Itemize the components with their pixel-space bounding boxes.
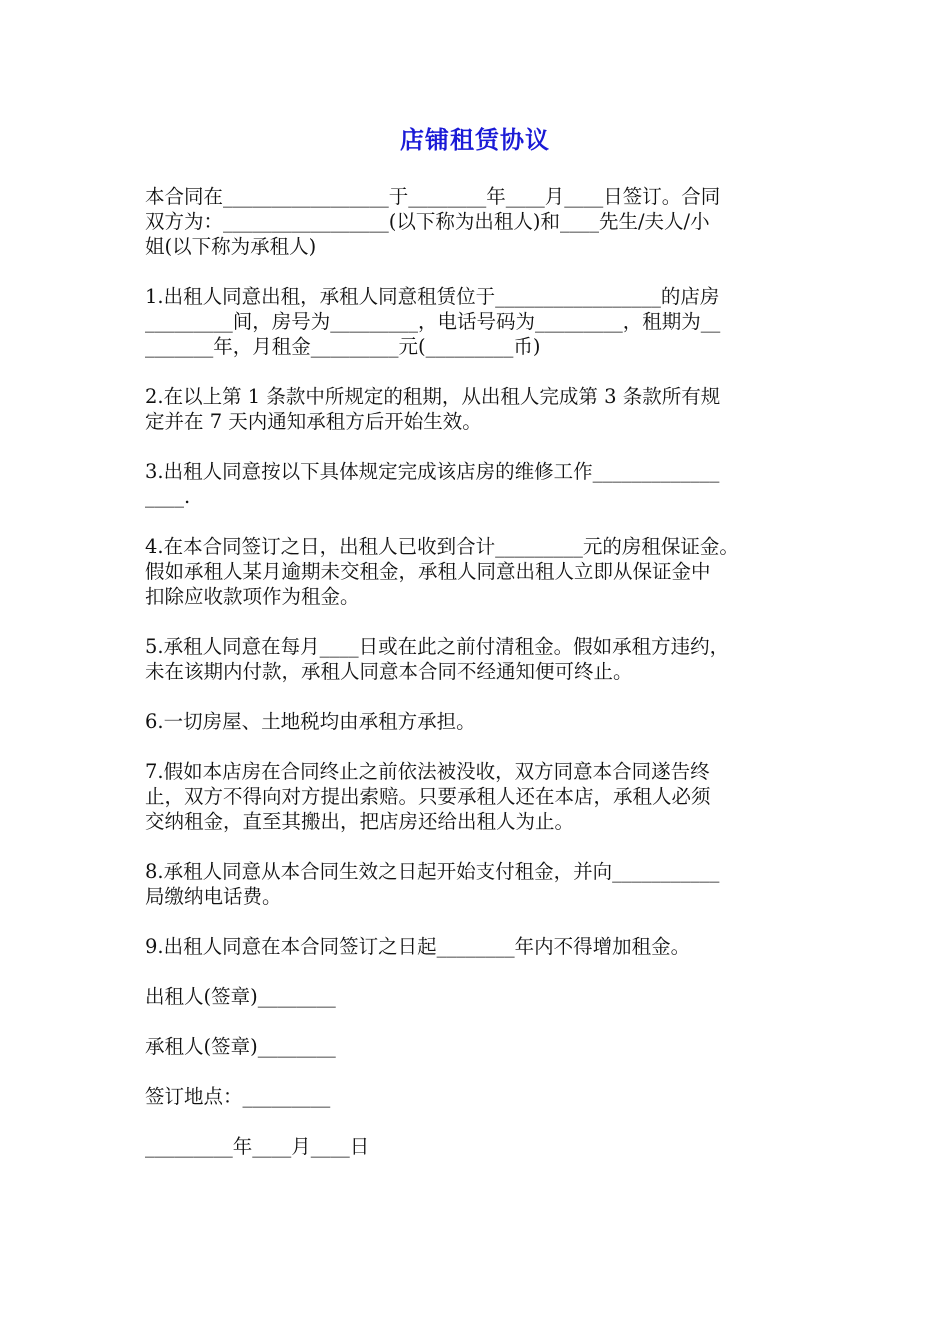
paragraph-line: 1.出租人同意出租，承租人同意租赁位于_________________的店房 (145, 285, 720, 308)
paragraph-line: ____. (145, 485, 191, 508)
paragraph (145, 1084, 815, 1109)
paragraph (145, 1134, 815, 1159)
paragraph-spacer (145, 609, 815, 634)
paragraph-line: 4.在本合同签订之日，出租人已收到合计_________元的房租保证金。 (145, 535, 739, 558)
paragraph-spacer (145, 434, 815, 459)
paragraph-line: 8.承租人同意从本合同生效之日起开始支付租金，并向___________ (145, 860, 720, 883)
paragraph-line: _______年，月租金_________元(_________币) (145, 335, 541, 358)
paragraph (145, 284, 815, 359)
paragraph-line: 本合同在_________________于________年____月____日签订。合同 (145, 185, 721, 208)
paragraph-spacer (145, 734, 815, 759)
paragraph-line: 扣除应收款项作为租金。 (145, 585, 360, 608)
paragraph (145, 534, 815, 609)
paragraph-line: 止，双方不得向对方提出索赔。只要承租人还在本店，承租人必须 (145, 785, 711, 808)
paragraph-line: 假如承租人某月逾期未交租金，承租人同意出租人立即从保证金中 (145, 560, 711, 583)
document-body (145, 184, 815, 1159)
paragraph-spacer (145, 1059, 815, 1084)
paragraph-line: 5.承租人同意在每月____日或在此之前付清租金。假如承租方违约， (145, 635, 730, 658)
paragraph-spacer (145, 1009, 815, 1034)
paragraph-line: 定并在 7 天内通知承租方后开始生效。 (145, 410, 482, 433)
paragraph-line: _________间，房号为_________，电话号码为_________，租期为__ (145, 310, 721, 333)
paragraph (145, 984, 815, 1009)
paragraph-line: 2.在以上第 1 条款中所规定的租期，从出租人完成第 3 条款所有规 (145, 385, 721, 408)
paragraph-line: _________年____月____日 (145, 1135, 370, 1158)
paragraph-line: 6.一切房屋、土地税均由承租方承担。 (145, 710, 476, 733)
paragraph-spacer (145, 959, 815, 984)
paragraph-spacer (145, 1109, 815, 1134)
paragraph-spacer (145, 359, 815, 384)
paragraph (145, 759, 815, 834)
paragraph-spacer (145, 259, 815, 284)
paragraph-line: 承租人(签章)________ (145, 1035, 336, 1058)
paragraph-line: 未在该期内付款，承租人同意本合同不经通知便可终止。 (145, 660, 633, 683)
paragraph-line: 9.出租人同意在本合同签订之日起________年内不得增加租金。 (145, 935, 691, 958)
paragraph (145, 1034, 815, 1059)
paragraph (145, 709, 815, 734)
paragraph-line: 姐(以下称为承租人) (145, 235, 317, 258)
paragraph-line: 签订地点：_________ (145, 1085, 331, 1108)
paragraph-line: 3.出租人同意按以下具体规定完成该店房的维修工作_____________ (145, 460, 720, 483)
paragraph-line: 出租人(签章)________ (145, 985, 336, 1008)
paragraph (145, 859, 815, 909)
document-title: 店铺租赁协议 (400, 126, 550, 154)
paragraph (145, 459, 815, 509)
paragraph (145, 634, 815, 684)
paragraph (145, 384, 815, 434)
paragraph-line: 7.假如本店房在合同终止之前依法被没收，双方同意本合同遂告终 (145, 760, 710, 783)
paragraph-line: 交纳租金，直至其搬出，把店房还给出租人为止。 (145, 810, 575, 833)
paragraph-line: 局缴纳电话费。 (145, 885, 282, 908)
paragraph-spacer (145, 509, 815, 534)
paragraph-spacer (145, 834, 815, 859)
paragraph-line: 双方为：_________________(以下称为出租人)和____先生/夫人/小 (145, 210, 710, 233)
paragraph (145, 934, 815, 959)
paragraph (145, 184, 815, 259)
paragraph-spacer (145, 909, 815, 934)
paragraph-spacer (145, 684, 815, 709)
